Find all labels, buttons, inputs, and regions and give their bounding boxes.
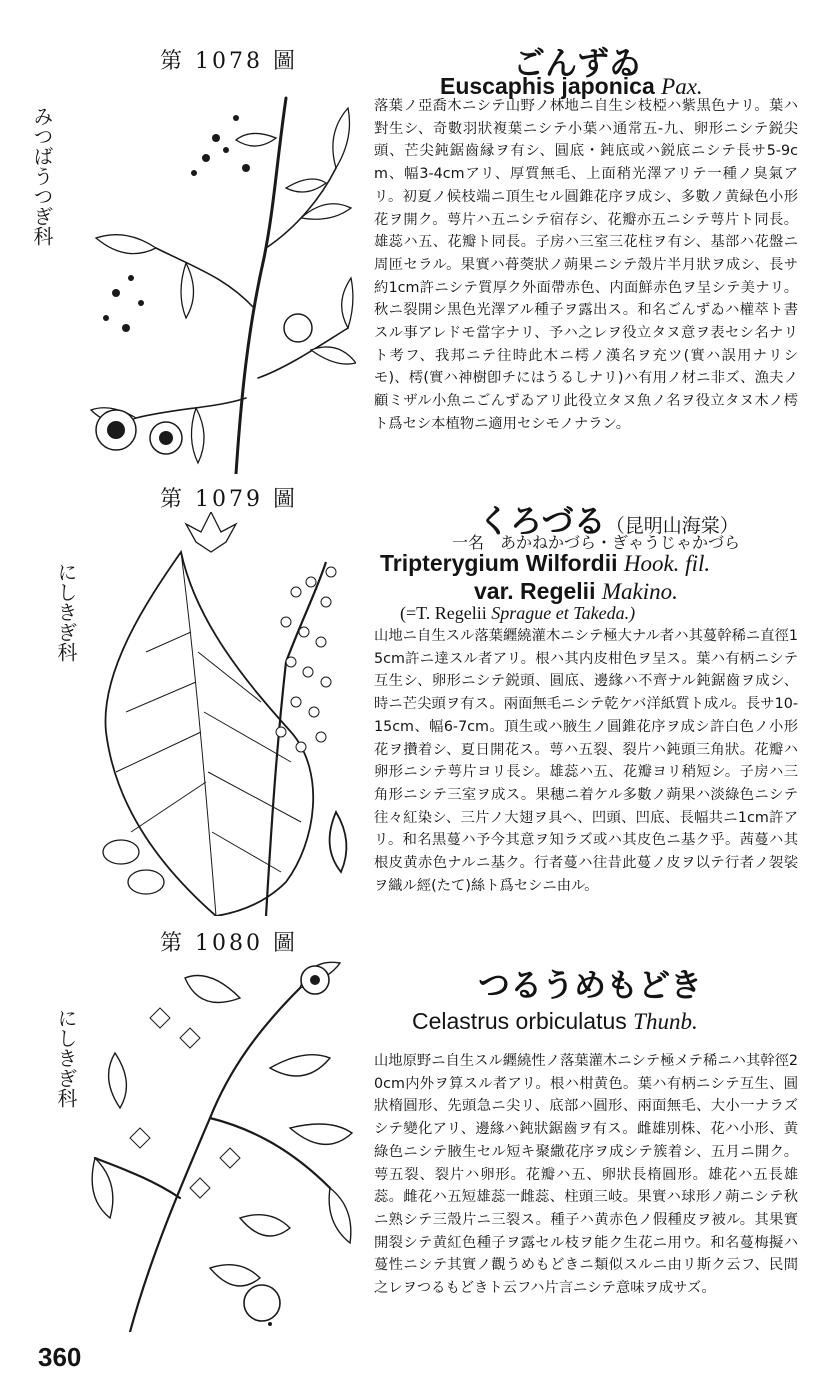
species-description: 落葉ノ亞喬木ニシテ山野ノ林地ニ自生シ枝椏ハ紫黒色ナリ。葉ハ對生シ、奇數羽狀複葉ニシテ小葉ハ通常五-九、卵形ニシテ鋭尖頭、芒尖鈍鋸齒縁ヲ有シ、圓底・鈍底或ハ鋭底ニシテ長サ5-9cm、幅3-4cmアリ、厚質無毛、上面稍光澤アリテ一種ノ臭氣アリ。初夏ノ候枝端ニ頂生セル圓錐花序ヲ成シ、多數ノ黄緑色小形花ヲ開ク。萼片ハ五ニシテ宿存シ、花瓣亦五ニシテ萼片ト同長。雄蕊ハ五、花瓣ト同長。子房ハ三室三花柱ヲ有シ、基部ハ花盤ニ周匝セラル。果實ハ蓇葖狀ノ蒴果ニシテ殼片半月狀ヲ成シ、長サ約1cm許ニシテ質厚ク外面帶赤色、内面鮮赤色ヲ呈シテ美ナリ。秋ニ裂開シ黒色光澤アル種子ヲ露出ス。和名ごんずゐハ權萃ト書スル事アレドモ當字ナリ、予ハ之レヲ役立タヌ意ヲ表セシ名ナリト考フ、我邦ニテ往時此木ニ樗ノ漢名ヲ充ツ(實ハ誤用ナリシモ)、樗(實ハ神樹卽チにはうるしナリ)ハ有用ノ材ニ非ズ、漁夫ノ顧ミザル小魚ニごんずゐアリ此役立タヌ魚ノ名ヲ役立タヌ木ノ樗ト爲セシ本植物ニ適用セシモノナラン。	[374, 98, 798, 432]
family-label: にしきぎ科	[54, 1008, 78, 1108]
entry-1078	[0, 0, 840, 478]
species-description: 山地原野ニ自生スル纒繞性ノ落葉灌木ニシテ極メテ稀ニハ其幹徑20cm内外ヲ算スル者アリ。根ハ柑黄色。葉ハ有柄ニシテ互生、圓狀楕圓形、先頭急ニ尖リ、底部ハ圓形、兩面無毛、大小一ナラズシテ變化アリ、邊緣ハ鈍狀鋸齒ヲ有ス。雌雄別株、花ハ小形、黄綠色ニシテ腋生セル短キ聚繖花序ヲ成シテ簇着シ、五月ニ開ク。萼五裂、裂片ハ卵形。花瓣ハ五、卵狀長楕圓形。雄花ハ五長雄蕊。雌花ハ五短雄蕊一雌蕊、柱頭三岐。果實ハ球形ノ蒴ニシテ秋ニ熟シテ三殼片ニ三裂ス。種子ハ黄赤色ノ假種皮ヲ被ル。其果實開裂シテ黄紅色種子ヲ露セル枝ヲ能ク生花ニ用ウ。和名蔓梅擬ハ蔓性ニシテ其實ノ觀うめもどきニ類似スルニ由リ斯ク云フ、民間之レヲつるもどきト云フハ片言ニシテ意味ヲ成サズ。	[374, 1053, 798, 1297]
euscaphis-drawing	[86, 78, 356, 474]
illustration-tripterygium	[86, 512, 356, 916]
entry-1079	[0, 478, 840, 926]
latin-author: Hook. fil.	[623, 551, 711, 576]
synonym-name: (=T. Regelii	[400, 603, 487, 623]
celastrus-drawing	[90, 958, 358, 1332]
latin-author: Thunb.	[633, 1009, 698, 1034]
latin-name	[412, 1008, 698, 1035]
variety-name	[474, 578, 678, 605]
latin-binomial: Tripterygium Wilfordii	[380, 550, 618, 576]
japanese-name: つるうめもどき	[478, 966, 703, 1004]
variety-author: Makino.	[601, 579, 678, 604]
entry-1080	[0, 926, 840, 1366]
family-label: にしきぎ科	[54, 562, 78, 662]
figure-number: 第 1078 圖	[160, 49, 298, 74]
synonym	[400, 603, 635, 624]
alternate-names: 一名 あかねかづら・ぎゃうじゃかづら	[452, 533, 741, 552]
illustration-celastrus	[90, 958, 358, 1332]
japanese-name-text: くろづる	[478, 502, 606, 540]
illustration-euscaphis	[86, 78, 356, 474]
latin-name	[380, 550, 710, 577]
chinese-name: （昆明山海棠）	[605, 515, 739, 537]
japanese-name: ごんずゐ	[513, 44, 642, 82]
family-label: みつばうつぎ科	[30, 106, 54, 246]
variety-epithet: var. Regelii	[474, 578, 596, 604]
latin-binomial: Euscaphis japonica	[440, 73, 655, 99]
figure-number: 第 1080 圖	[160, 931, 298, 956]
synonym-author: Sprague et Takeda.)	[491, 603, 636, 623]
page-number: 360	[38, 1342, 82, 1372]
latin-binomial: Celastrus orbiculatus	[412, 1008, 627, 1034]
figure-number: 第 1079 圖	[160, 487, 298, 512]
tripterygium-drawing	[86, 512, 356, 916]
species-description: 山地ニ自生スル落葉纒繞灌木ニシテ極大ナル者ハ其蔓幹稀ニ直徑15cm許ニ達スル者アリ。根ハ其内皮柑色ヲ呈ス。葉ハ有柄ニシテ互生シ、卵形ニシテ鋭頭、圓底、邊緣ハ不齊ナル鈍鋸齒ヲ成シ、時ニ芒尖頭ヲ有ス。兩面無毛ニシテ乾ケバ洋紙質ト成ル。長サ10-15cm、幅6-7cm。頂生或ハ腋生ノ圓錐花序ヲ成シ許白色ノ小形花ヲ攢着シ、夏日開花ス。萼ハ五裂、裂片ハ鈍頭三角狀。花瓣ハ卵形ニシテ萼片ヨリ長シ。雄蕊ハ五、花瓣ヨリ稍短シ。子房ハ三角形ニシテ三室ヲ成ス。果穗ニ着ケル多數ノ蒴果ハ淡綠色ニシテ往々紅染シ、三片ノ大翅ヲ具ヘ、凹頭、凹底、長幅共ニ1cm許アリ。和名黒蔓ハ予今其意ヲ知ラズ或ハ其皮色ニ基ク乎。茜蔓ハ其根皮黄赤色ナルニ基ク。行者蔓ハ往昔此蔓ノ皮ヲ以テ行者ノ袈裟ヲ織ル經(たて)絲ト爲セシニ由ル。	[374, 628, 798, 894]
latin-author: Pax.	[661, 74, 703, 99]
